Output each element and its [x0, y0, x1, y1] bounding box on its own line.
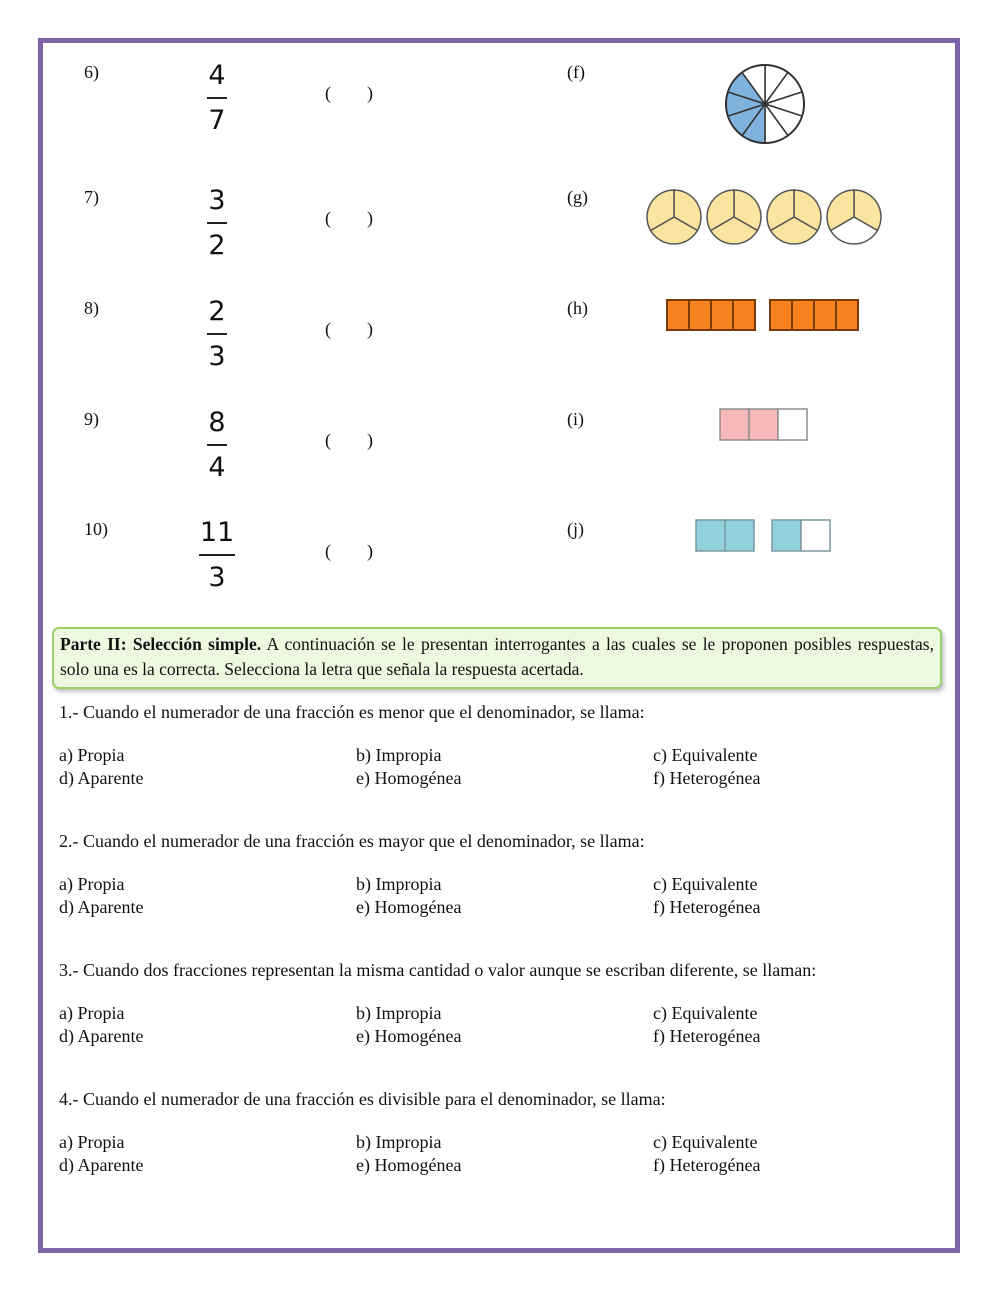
fraction-bar: [207, 97, 227, 99]
denominator: 2: [208, 230, 226, 261]
picture-letter: (j): [567, 519, 584, 539]
answer-option[interactable]: e) Homogénea: [356, 897, 462, 917]
part2-instructions: A continuación se le presentan interrogantes a las cuales se le proponen posibles respuestas, solo una es la correcta. Selecciona la letra que señala la respuesta acertada.: [60, 634, 934, 679]
answer-option[interactable]: a) Propia: [59, 1003, 125, 1023]
fraction: [192, 187, 242, 259]
item-number: 6): [84, 62, 99, 82]
picture-letter: (i): [567, 409, 584, 429]
answer-blank[interactable]: ( ): [325, 430, 373, 450]
denominator: 7: [208, 105, 226, 136]
answer-blank[interactable]: ( ): [325, 319, 373, 339]
answer-option[interactable]: e) Homogénea: [356, 768, 462, 788]
answer-option[interactable]: b) Impropia: [356, 1003, 442, 1023]
fraction: [192, 62, 242, 134]
answer-option[interactable]: d) Aparente: [59, 1026, 144, 1046]
item-number: 10): [84, 519, 108, 539]
answer-blank[interactable]: ( ): [325, 83, 373, 103]
answer-option[interactable]: c) Equivalente: [653, 745, 758, 765]
bar-thirds-picture: [718, 407, 810, 442]
bar-left: [667, 300, 755, 330]
answer-option[interactable]: b) Impropia: [356, 745, 442, 765]
answer-option[interactable]: d) Aparente: [59, 1155, 144, 1175]
numerator: 3: [208, 185, 226, 216]
circle-tenths-picture: [723, 62, 807, 146]
picture-letter: (f): [567, 62, 585, 82]
answer-option[interactable]: f) Heterogénea: [653, 1026, 761, 1046]
part2-title: Parte II: Selección simple.: [60, 634, 262, 654]
fraction-bar: [207, 222, 227, 224]
answer-option[interactable]: e) Homogénea: [356, 1026, 462, 1046]
item-number: 7): [84, 187, 99, 207]
numerator: 4: [208, 60, 226, 91]
question-text: 3.- Cuando dos fracciones representan la misma cantidad o valor aunque se escriban diferente, se llaman:: [59, 960, 817, 980]
fraction-bar: [207, 444, 227, 446]
fraction: [192, 409, 242, 481]
item-number: 8): [84, 298, 99, 318]
fraction: [185, 519, 249, 591]
answer-blank[interactable]: ( ): [325, 208, 373, 228]
answer-option[interactable]: f) Heterogénea: [653, 768, 761, 788]
answer-option[interactable]: d) Aparente: [59, 768, 144, 788]
numerator: 2: [208, 296, 226, 327]
answer-option[interactable]: b) Impropia: [356, 874, 442, 894]
bar-right: [770, 300, 858, 330]
fraction: [192, 298, 242, 370]
fraction-bar: [207, 333, 227, 335]
answer-option[interactable]: b) Impropia: [356, 1132, 442, 1152]
part2-instructions-box: [52, 627, 942, 689]
numerator: 8: [208, 407, 226, 438]
denominator: 3: [208, 341, 226, 372]
question-text: 2.- Cuando el numerador de una fracción es mayor que el denominador, se llama:: [59, 831, 645, 851]
four-circles-thirds-picture: [644, 188, 884, 246]
answer-option[interactable]: a) Propia: [59, 745, 125, 765]
answer-option[interactable]: a) Propia: [59, 874, 125, 894]
picture-letter: (g): [567, 187, 588, 207]
fraction-bar: [199, 554, 235, 556]
two-bars-halves-picture: [694, 518, 832, 554]
answer-option[interactable]: e) Homogénea: [356, 1155, 462, 1175]
answer-option[interactable]: f) Heterogénea: [653, 897, 761, 917]
answer-option[interactable]: f) Heterogénea: [653, 1155, 761, 1175]
denominator: 4: [208, 452, 226, 483]
denominator: 3: [208, 562, 226, 593]
answer-option[interactable]: c) Equivalente: [653, 1132, 758, 1152]
answer-option[interactable]: a) Propia: [59, 1132, 125, 1152]
answer-option[interactable]: c) Equivalente: [653, 874, 758, 894]
two-bars-quarters-picture: [666, 299, 860, 332]
numerator: 11: [199, 517, 235, 548]
answer-blank[interactable]: ( ): [325, 541, 373, 561]
picture-letter: (h): [567, 298, 588, 318]
item-number: 9): [84, 409, 99, 429]
answer-option[interactable]: c) Equivalente: [653, 1003, 758, 1023]
question-text: 4.- Cuando el numerador de una fracción es divisible para el denominador, se llama:: [59, 1089, 666, 1109]
question-text: 1.- Cuando el numerador de una fracción es menor que el denominador, se llama:: [59, 702, 645, 722]
answer-option[interactable]: d) Aparente: [59, 897, 144, 917]
